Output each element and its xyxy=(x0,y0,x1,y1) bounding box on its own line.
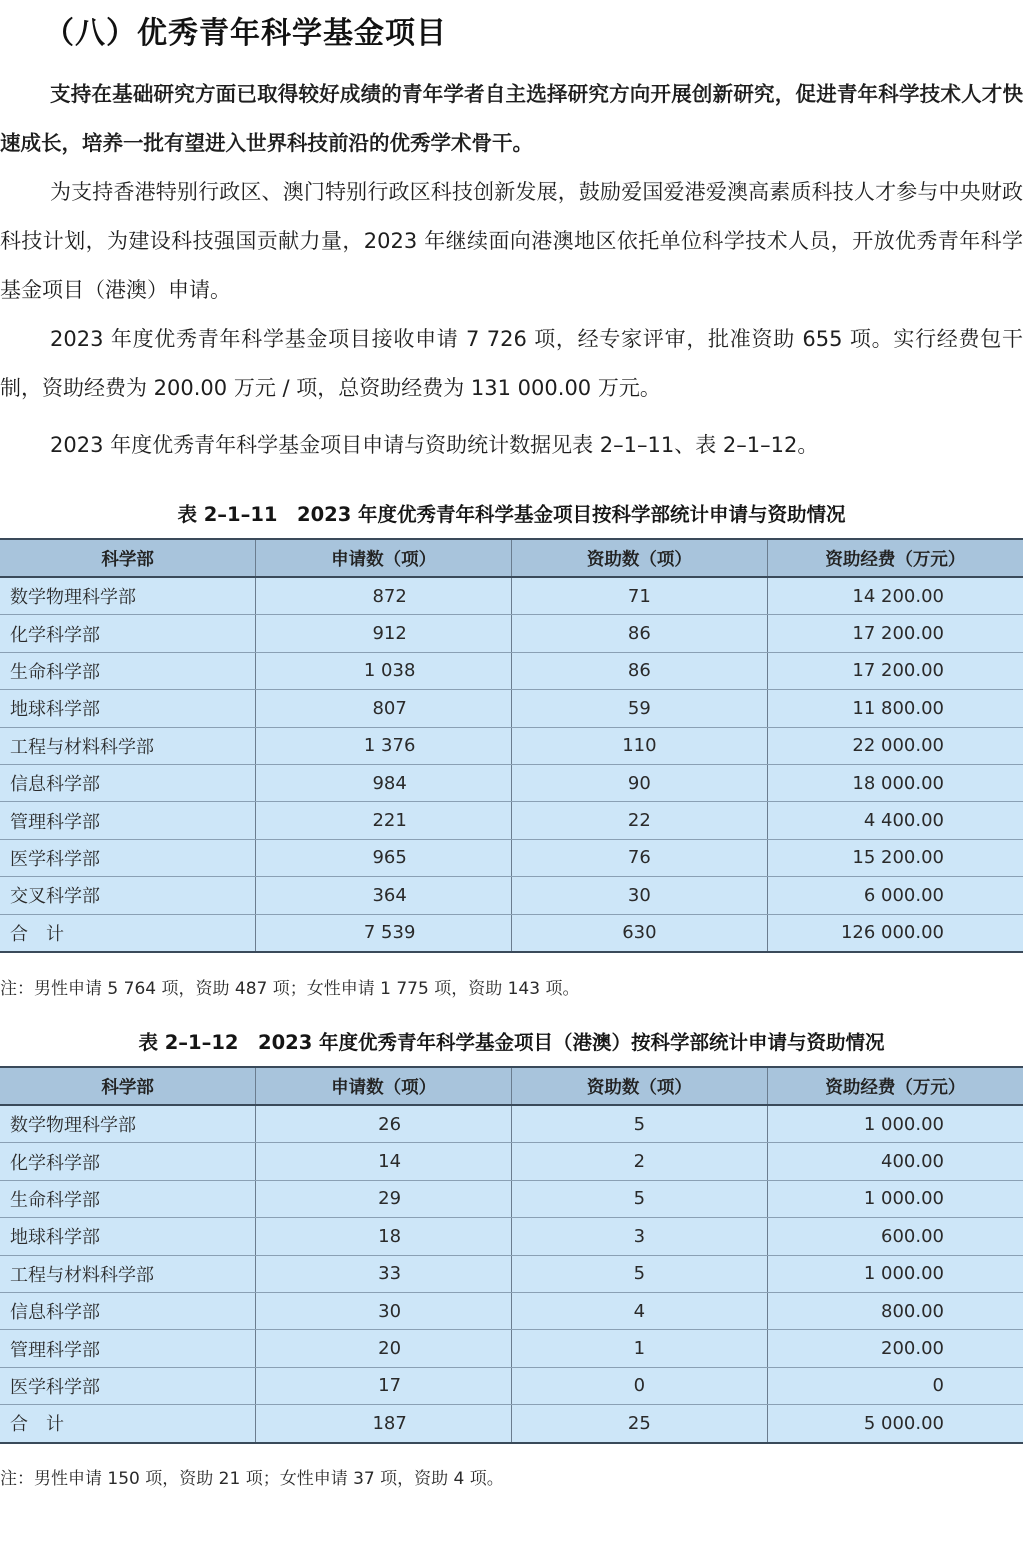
paragraph-2: 为支持香港特别行政区、澳门特别行政区科技创新发展，鼓励爱国爱港爱澳高素质科技人才参与中央财政科技计划，为建设科技强国贡献力量，2023 年继续面向港澳地区依托单位科学技术人员，开放优秀青年科学基金项目（港澳）申请。 xyxy=(0,180,1023,302)
cell-department: 数学物理科学部 xyxy=(0,1105,256,1143)
cell-funding: 800.00 xyxy=(767,1292,1023,1329)
cell-department: 交叉科学部 xyxy=(0,877,256,914)
cell-applications: 30 xyxy=(256,1292,512,1329)
cell-funding: 6 000.00 xyxy=(767,877,1023,914)
header-applications: 申请数（项） xyxy=(256,539,512,577)
paragraph-1: 支持在基础研究方面已取得较好成绩的青年学者自主选择研究方向开展创新研究，促进青年科学技术人才快速成长，培养一批有望进入世界科技前沿的优秀学术骨干。 xyxy=(0,82,1023,155)
cell-department: 信息科学部 xyxy=(0,1292,256,1329)
table-row xyxy=(0,764,1023,801)
table-row xyxy=(0,1367,1023,1404)
cell-funding: 17 200.00 xyxy=(767,652,1023,689)
header-department: 科学部 xyxy=(0,539,256,577)
cell-grants: 0 xyxy=(512,1367,768,1404)
cell-department: 医学科学部 xyxy=(0,839,256,876)
cell-applications: 29 xyxy=(256,1180,512,1217)
cell-applications: 984 xyxy=(256,764,512,801)
cell-funding: 14 200.00 xyxy=(767,577,1023,615)
cell-funding: 1 000.00 xyxy=(767,1105,1023,1143)
table1-header-row xyxy=(0,539,1023,577)
table2-note: 注：男性申请 150 项，资助 21 项；女性申请 37 项，资助 4 项。 xyxy=(0,1469,504,1489)
table-row xyxy=(0,877,1023,914)
header-funding: 资助经费（万元） xyxy=(767,539,1023,577)
cell-applications: 187 xyxy=(256,1405,512,1443)
cell-applications: 1 376 xyxy=(256,727,512,764)
cell-applications: 26 xyxy=(256,1105,512,1143)
cell-department: 管理科学部 xyxy=(0,802,256,839)
cell-funding: 0 xyxy=(767,1367,1023,1404)
section-heading: （八）优秀青年科学基金项目 xyxy=(44,16,447,51)
table-row xyxy=(0,652,1023,689)
cell-funding: 18 000.00 xyxy=(767,764,1023,801)
cell-grants: 59 xyxy=(512,690,768,727)
cell-grants: 1 xyxy=(512,1330,768,1367)
cell-grants: 90 xyxy=(512,764,768,801)
header-grants: 资助数（项） xyxy=(512,1067,768,1105)
table-row xyxy=(0,1255,1023,1292)
cell-applications: 872 xyxy=(256,577,512,615)
cell-applications: 221 xyxy=(256,802,512,839)
table-total-row xyxy=(0,1405,1023,1443)
cell-funding: 15 200.00 xyxy=(767,839,1023,876)
cell-funding: 1 000.00 xyxy=(767,1180,1023,1217)
cell-department: 数学物理科学部 xyxy=(0,577,256,615)
header-department: 科学部 xyxy=(0,1067,256,1105)
cell-funding: 600.00 xyxy=(767,1218,1023,1255)
table-row xyxy=(0,690,1023,727)
table-row xyxy=(0,727,1023,764)
table-row xyxy=(0,1143,1023,1180)
cell-department: 工程与材料科学部 xyxy=(0,1255,256,1292)
cell-grants: 86 xyxy=(512,652,768,689)
cell-funding: 5 000.00 xyxy=(767,1405,1023,1443)
cell-applications: 1 038 xyxy=(256,652,512,689)
cell-applications: 7 539 xyxy=(256,914,512,952)
cell-funding: 22 000.00 xyxy=(767,727,1023,764)
cell-department: 信息科学部 xyxy=(0,764,256,801)
cell-funding: 126 000.00 xyxy=(767,914,1023,952)
cell-funding: 11 800.00 xyxy=(767,690,1023,727)
table2 xyxy=(0,1066,1023,1444)
cell-department: 地球科学部 xyxy=(0,690,256,727)
cell-grants: 76 xyxy=(512,839,768,876)
cell-funding: 1 000.00 xyxy=(767,1255,1023,1292)
cell-funding: 400.00 xyxy=(767,1143,1023,1180)
cell-department: 生命科学部 xyxy=(0,652,256,689)
table-row xyxy=(0,802,1023,839)
cell-grants: 3 xyxy=(512,1218,768,1255)
table1-note: 注：男性申请 5 764 项，资助 487 项；女性申请 1 775 项，资助 143 项。 xyxy=(0,979,580,999)
cell-applications: 364 xyxy=(256,877,512,914)
cell-department: 合 计 xyxy=(0,914,256,952)
table-total-row xyxy=(0,914,1023,952)
cell-department: 化学科学部 xyxy=(0,615,256,652)
cell-applications: 965 xyxy=(256,839,512,876)
cell-department: 合 计 xyxy=(0,1405,256,1443)
table2-header-row xyxy=(0,1067,1023,1105)
cell-applications: 20 xyxy=(256,1330,512,1367)
cell-applications: 33 xyxy=(256,1255,512,1292)
cell-grants: 5 xyxy=(512,1105,768,1143)
cell-department: 化学科学部 xyxy=(0,1143,256,1180)
table1 xyxy=(0,538,1023,953)
cell-applications: 912 xyxy=(256,615,512,652)
header-funding: 资助经费（万元） xyxy=(767,1067,1023,1105)
cell-department: 工程与材料科学部 xyxy=(0,727,256,764)
cell-grants: 71 xyxy=(512,577,768,615)
cell-grants: 86 xyxy=(512,615,768,652)
cell-department: 管理科学部 xyxy=(0,1330,256,1367)
table-row xyxy=(0,615,1023,652)
cell-department: 地球科学部 xyxy=(0,1218,256,1255)
cell-grants: 5 xyxy=(512,1255,768,1292)
cell-applications: 17 xyxy=(256,1367,512,1404)
cell-funding: 4 400.00 xyxy=(767,802,1023,839)
cell-grants: 630 xyxy=(512,914,768,952)
table-row xyxy=(0,1330,1023,1367)
cell-grants: 110 xyxy=(512,727,768,764)
table-row xyxy=(0,1105,1023,1143)
cell-grants: 25 xyxy=(512,1405,768,1443)
cell-funding: 200.00 xyxy=(767,1330,1023,1367)
cell-applications: 18 xyxy=(256,1218,512,1255)
header-grants: 资助数（项） xyxy=(512,539,768,577)
cell-grants: 5 xyxy=(512,1180,768,1217)
table-row xyxy=(0,839,1023,876)
cell-department: 医学科学部 xyxy=(0,1367,256,1404)
cell-applications: 14 xyxy=(256,1143,512,1180)
header-applications: 申请数（项） xyxy=(256,1067,512,1105)
table-row xyxy=(0,577,1023,615)
cell-grants: 4 xyxy=(512,1292,768,1329)
cell-funding: 17 200.00 xyxy=(767,615,1023,652)
table-row xyxy=(0,1218,1023,1255)
cell-department: 生命科学部 xyxy=(0,1180,256,1217)
table-row xyxy=(0,1180,1023,1217)
table1-caption: 表 2–1–11 2023 年度优秀青年科学基金项目按科学部统计申请与资助情况 xyxy=(177,503,846,526)
paragraph-3: 2023 年度优秀青年科学基金项目接收申请 7 726 项，经专家评审，批准资助 655 项。实行经费包干制，资助经费为 200.00 万元 / 项，总资助经费为 131 000.00 万元。 xyxy=(0,327,1023,400)
cell-grants: 2 xyxy=(512,1143,768,1180)
table2-caption: 表 2–1–12 2023 年度优秀青年科学基金项目（港澳）按科学部统计申请与资助情况 xyxy=(138,1031,885,1054)
cell-grants: 30 xyxy=(512,877,768,914)
paragraph-4: 2023 年度优秀青年科学基金项目申请与资助统计数据见表 2–1–11、表 2–1–12。 xyxy=(50,433,819,457)
cell-grants: 22 xyxy=(512,802,768,839)
cell-applications: 807 xyxy=(256,690,512,727)
table-row xyxy=(0,1292,1023,1329)
